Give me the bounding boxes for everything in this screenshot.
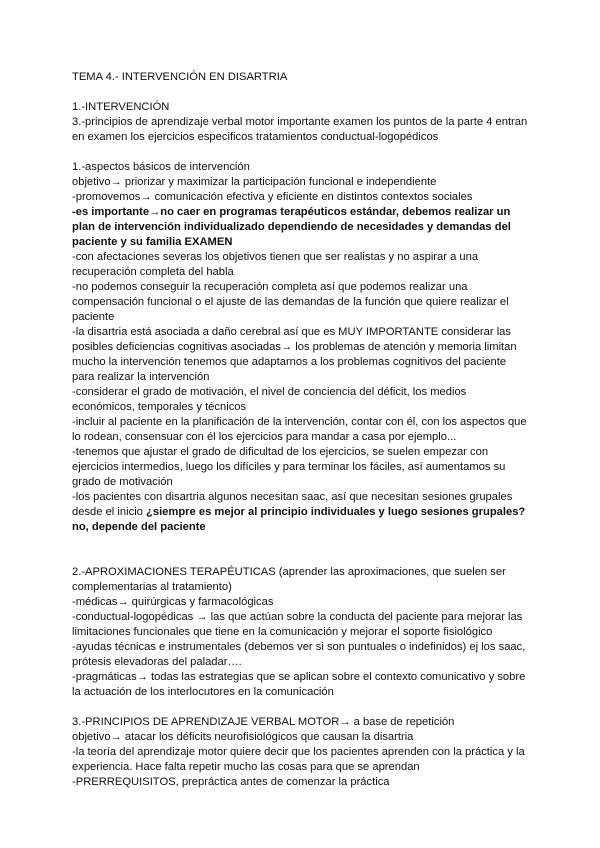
text-line: -ayudas técnicas e instrumentales (debemos ver si son puntuales o indefinidos) ej los saac, [72,641,526,653]
text-line: -PRERREQUISITOS, prepráctica antes de comenzar la práctica [72,776,390,788]
text-line: -los pacientes con disartria algunos necesitan saac, así que necesitan sesiones grupales [72,491,513,503]
text-line: experiencia. Hace falta repetir mucho las cosas para que se aprendan [72,761,420,773]
mixed-text-line [72,505,525,520]
text-line: objetivo→ atacar los déficits neurofisiológicos que causan la disartria [72,731,414,743]
text-line: ejercicios intermedios, luego los difíciles y para terminar los fáciles, así aumentamos su [72,461,506,473]
bold-text-line: paciente y su familia EXAMEN [72,236,233,248]
text-line: 3.-principios de aprendizaje verbal motor importante examen los puntos de la parte 4 entran [72,116,528,128]
bold-answer: no, depende del paciente [72,521,206,533]
text-line: limitaciones funcionales que tiene en la comunicación y mejorar el soporte fisiológico [72,626,493,638]
text-line: -con afectaciones severas los objetivos tienen que ser realistas y no aspirar a una [72,251,479,263]
subsection-heading-aspectos: 1.-aspectos básicos de intervención [72,161,250,173]
text-line: -incluir al paciente en la planificación de la intervención, contar con él, con los aspectos que [72,416,527,428]
document-title: TEMA 4.- INTERVENCIÓN EN DISARTRIA [72,71,288,83]
text-line: -médicas→ quirúrgicas y farmacológicas [72,596,274,608]
text-line: para realizar la intervención [72,371,210,383]
text-line: -tenemos que ajustar el grado de dificultad de los ejercicios, se suelen empezar con [72,446,489,458]
text-line: económicos, temporales y técnicos [72,401,247,413]
text-line: compensación funcional o el ajuste de las demandas de la función que quiere realizar el [72,296,509,308]
text-line: -la teoría del aprendizaje motor quiere decir que los pacientes aprenden con la práctica y la [72,746,525,758]
text-segment: desde el inicio [72,506,147,518]
text-line: -pragmáticas→ todas las estrategias que se aplican sobre el contexto comunicativo y sobre [72,671,526,683]
text-line: en examen los ejercicios especificos tratamientos conductual-logopédicos [72,131,439,143]
text-line: -no podemos conseguir la recuperación completa así que podemos realizar una [72,281,468,293]
section-heading-intervencion: 1.-INTERVENCIÓN [72,101,170,113]
text-line: -promovemos→ comunicación efectiva y eficiente en distintos contextos sociales [72,191,473,203]
text-line: grado de motivación [72,476,173,488]
text-line: -la disartria está asociada a daño cerebral así que es MUY IMPORTANTE considerar las [72,326,511,338]
section-heading-aproximaciones: 2.-APROXIMACIONES TERAPÉUTICAS (aprender las aproximaciones, que suelen ser [72,566,506,578]
text-line: mucho la intervención tenemos que adaptarnos a los problemas cognitivos del paciente [72,356,507,368]
text-line: prótesis elevadoras del paladar…. [72,656,242,668]
text-line: objetivo→ priorizar y maximizar la participación funcional e independiente [72,176,437,188]
text-line: paciente [72,311,115,323]
section-heading-principios: 3.-PRINCIPIOS DE APRENDIZAJE VERBAL MOTOR→ a base de repetición [72,716,455,728]
text-line: -conductual-logopédicas → las que actúan sobre la conducta del paciente para mejorar las [72,611,523,623]
text-line: posibles deficiencias cognitivas asociadas→ los problemas de atención y memoria limitan [72,341,517,353]
text-line: recuperación completa del habla [72,266,234,278]
bold-text-line: -es importante→no caer en programas terapéuticos estándar, debemos realizar un [72,206,511,218]
text-line: -considerar el grado de motivación, el nivel de conciencia del déficit, los medios [72,386,467,398]
text-line: lo rodean, consensuar con él los ejercicios para mandar a casa por ejemplo... [72,431,457,443]
text-line: la actuación de los interlocutores en la comunicación [72,686,334,698]
text-line: complementarias al tratamiento) [72,581,232,593]
bold-text-line: plan de intervención individualizado dependiendo de necesidades y demandas del [72,221,511,233]
bold-question: ¿siempre es mejor al principio individuales y luego sesiones grupales? [146,506,526,518]
